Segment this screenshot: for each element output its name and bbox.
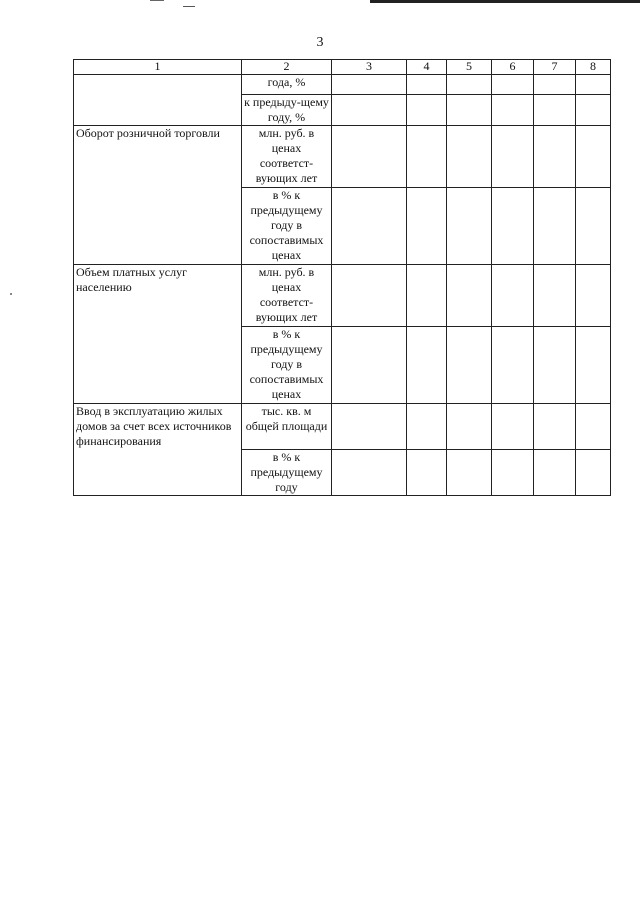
column-header: 1 bbox=[74, 60, 242, 75]
table-row bbox=[74, 265, 611, 327]
value-cell bbox=[534, 450, 576, 496]
column-header: 8 bbox=[576, 60, 611, 75]
value-cell bbox=[447, 404, 492, 450]
column-header: 5 bbox=[447, 60, 492, 75]
value-cell bbox=[332, 450, 407, 496]
unit-cell: в % к предыдущему году в сопоставимых ценах bbox=[242, 327, 332, 404]
value-cell bbox=[534, 404, 576, 450]
value-cell bbox=[534, 327, 576, 404]
value-cell bbox=[447, 450, 492, 496]
value-cell bbox=[534, 95, 576, 126]
page-number: 3 bbox=[316, 35, 324, 50]
value-cell bbox=[534, 188, 576, 265]
column-header: 6 bbox=[492, 60, 534, 75]
scan-artifact-mark bbox=[183, 0, 195, 7]
unit-cell: к предыду-щему году, % bbox=[242, 95, 332, 126]
value-cell bbox=[576, 327, 611, 404]
value-cell bbox=[492, 75, 534, 95]
scan-top-edge-line bbox=[370, 0, 640, 3]
unit-cell: млн. руб. в ценах соответст-вующих лет bbox=[242, 265, 332, 327]
value-cell bbox=[332, 327, 407, 404]
value-cell bbox=[492, 95, 534, 126]
value-cell bbox=[407, 188, 447, 265]
unit-cell: года, % bbox=[242, 75, 332, 95]
scan-artifact-dot bbox=[10, 293, 12, 295]
value-cell bbox=[332, 95, 407, 126]
unit-cell: тыс. кв. м общей площади bbox=[242, 404, 332, 450]
column-header: 2 bbox=[242, 60, 332, 75]
table-row bbox=[74, 126, 611, 188]
value-cell bbox=[534, 265, 576, 327]
indicator-cell: Объем платных услуг населению bbox=[74, 265, 242, 404]
value-cell bbox=[492, 188, 534, 265]
value-cell bbox=[447, 188, 492, 265]
value-cell bbox=[576, 188, 611, 265]
column-header: 4 bbox=[407, 60, 447, 75]
indicator-cell: Оборот розничной торговли bbox=[74, 126, 242, 265]
value-cell bbox=[492, 450, 534, 496]
value-cell bbox=[447, 265, 492, 327]
unit-cell: млн. руб. в ценах соответст-вующих лет bbox=[242, 126, 332, 188]
column-header: 3 bbox=[332, 60, 407, 75]
value-cell bbox=[492, 327, 534, 404]
value-cell bbox=[407, 327, 447, 404]
value-cell bbox=[492, 404, 534, 450]
indicator-cell bbox=[74, 75, 242, 126]
value-cell bbox=[534, 126, 576, 188]
value-cell bbox=[576, 265, 611, 327]
value-cell bbox=[407, 95, 447, 126]
table-row bbox=[74, 75, 611, 95]
value-cell bbox=[576, 450, 611, 496]
unit-cell: в % к предыдущему году в сопоставимых ценах bbox=[242, 188, 332, 265]
value-cell bbox=[492, 126, 534, 188]
table-row bbox=[74, 404, 611, 450]
value-cell bbox=[576, 126, 611, 188]
value-cell bbox=[447, 95, 492, 126]
value-cell bbox=[407, 75, 447, 95]
value-cell bbox=[332, 188, 407, 265]
value-cell bbox=[407, 126, 447, 188]
table-header-row bbox=[74, 60, 611, 75]
value-cell bbox=[576, 95, 611, 126]
value-cell bbox=[576, 75, 611, 95]
value-cell bbox=[332, 404, 407, 450]
value-cell bbox=[407, 450, 447, 496]
value-cell bbox=[447, 75, 492, 95]
value-cell bbox=[332, 75, 407, 95]
value-cell bbox=[407, 404, 447, 450]
value-cell bbox=[332, 265, 407, 327]
value-cell bbox=[534, 75, 576, 95]
unit-cell: в % к предыдущему году bbox=[242, 450, 332, 496]
column-header: 7 bbox=[534, 60, 576, 75]
value-cell bbox=[447, 126, 492, 188]
value-cell bbox=[407, 265, 447, 327]
indicators-table bbox=[73, 59, 611, 496]
value-cell bbox=[576, 404, 611, 450]
scan-artifact-tick bbox=[150, 0, 164, 1]
value-cell bbox=[332, 126, 407, 188]
value-cell bbox=[492, 265, 534, 327]
value-cell bbox=[447, 327, 492, 404]
indicator-cell: Ввод в эксплуатацию жилых домов за счет всех источников финансирования bbox=[74, 404, 242, 496]
